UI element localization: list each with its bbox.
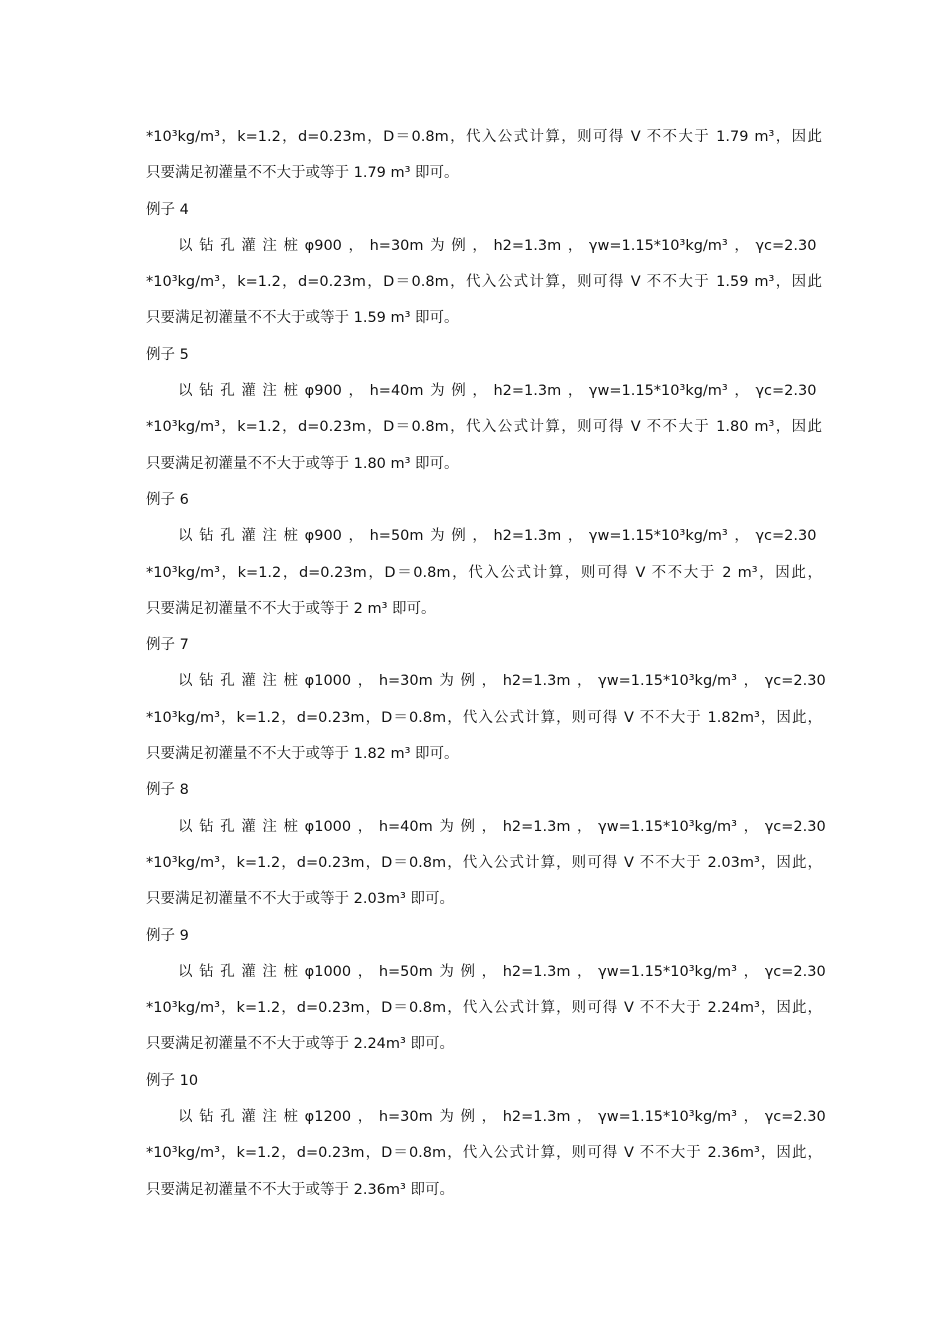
- example-6-line-1: 以 钻 孔 灌 注 桩 φ900 ， h=50m 为 例 ， h2=1.3m ， γw=1.15*10³kg/m³ ， γc=2.30: [178, 528, 817, 545]
- example-9-line-1: 以 钻 孔 灌 注 桩 φ1000 ， h=50m 为 例 ， h2=1.3m ， γw=1.15*10³kg/m³ ， γc=2.30: [178, 963, 826, 980]
- example-8-line-2: *10³kg/m³，k=1.2，d=0.23m，D＝0.8m，代入公式计算，则可得 V 不不大于 2.03m³，因此，: [146, 854, 822, 871]
- example-10-line-3: 只要满足初灌量不不大于或等于 2.36m³ 即可。: [146, 1181, 454, 1198]
- example-10-line-1: 以 钻 孔 灌 注 桩 φ1200 ， h=30m 为 例 ， h2=1.3m ， γw=1.15*10³kg/m³ ， γc=2.30: [178, 1109, 826, 1126]
- example-10-line-2: *10³kg/m³，k=1.2，d=0.23m，D＝0.8m，代入公式计算，则可得 V 不不大于 2.36m³，因此，: [146, 1145, 822, 1162]
- example-8-heading: 例子 8: [146, 782, 189, 799]
- example-7-line-1: 以 钻 孔 灌 注 桩 φ1000 ， h=30m 为 例 ， h2=1.3m ， γw=1.15*10³kg/m³ ， γc=2.30: [178, 673, 826, 690]
- example-5-line-2: *10³kg/m³，k=1.2，d=0.23m，D＝0.8m，代入公式计算，则可得 V 不不大于 1.80 m³，因此: [146, 419, 822, 436]
- example-5-line-3: 只要满足初灌量不不大于或等于 1.80 m³ 即可。: [146, 455, 459, 472]
- intro-line-3: 只要满足初灌量不不大于或等于 1.79 m³ 即可。: [146, 165, 459, 182]
- example-4-line-2: *10³kg/m³，k=1.2，d=0.23m，D＝0.8m，代入公式计算，则可得 V 不不大于 1.59 m³，因此: [146, 274, 822, 291]
- example-5-heading: 例子 5: [146, 346, 189, 363]
- example-4-heading: 例子 4: [146, 201, 189, 218]
- example-8-line-3: 只要满足初灌量不不大于或等于 2.03m³ 即可。: [146, 891, 454, 908]
- example-7-heading: 例子 7: [146, 637, 189, 654]
- document-body: [146, 122, 826, 1211]
- example-5-line-1: 以 钻 孔 灌 注 桩 φ900 ， h=40m 为 例 ， h2=1.3m ， γw=1.15*10³kg/m³ ， γc=2.30: [178, 383, 817, 400]
- example-9-line-3: 只要满足初灌量不不大于或等于 2.24m³ 即可。: [146, 1036, 454, 1053]
- intro-line-2: *10³kg/m³，k=1.2，d=0.23m，D＝0.8m，代入公式计算，则可得 V 不不大于 1.79 m³，因此: [146, 129, 822, 145]
- example-6-heading: 例子 6: [146, 491, 189, 508]
- example-4-line-1: 以 钻 孔 灌 注 桩 φ900 ， h=30m 为 例 ， h2=1.3m ， γw=1.15*10³kg/m³ ， γc=2.30: [178, 237, 817, 254]
- example-6-line-3: 只要满足初灌量不不大于或等于 2 m³ 即可。: [146, 600, 436, 617]
- example-10-heading: 例子 10: [146, 1072, 199, 1089]
- example-8-line-1: 以 钻 孔 灌 注 桩 φ1000 ， h=40m 为 例 ， h2=1.3m ， γw=1.15*10³kg/m³ ， γc=2.30: [178, 818, 826, 835]
- example-9-heading: 例子 9: [146, 927, 189, 944]
- example-6-line-2: *10³kg/m³，k=1.2，d=0.23m，D＝0.8m，代入公式计算，则可得 V 不不大于 2 m³，因此，: [146, 564, 822, 581]
- example-7-line-2: *10³kg/m³，k=1.2，d=0.23m，D＝0.8m，代入公式计算，则可得 V 不不大于 1.82m³，因此，: [146, 709, 822, 726]
- example-4-line-3: 只要满足初灌量不不大于或等于 1.59 m³ 即可。: [146, 310, 459, 327]
- example-7-line-3: 只要满足初灌量不不大于或等于 1.82 m³ 即可。: [146, 746, 459, 763]
- example-9-line-2: *10³kg/m³，k=1.2，d=0.23m，D＝0.8m，代入公式计算，则可得 V 不不大于 2.24m³，因此，: [146, 1000, 822, 1017]
